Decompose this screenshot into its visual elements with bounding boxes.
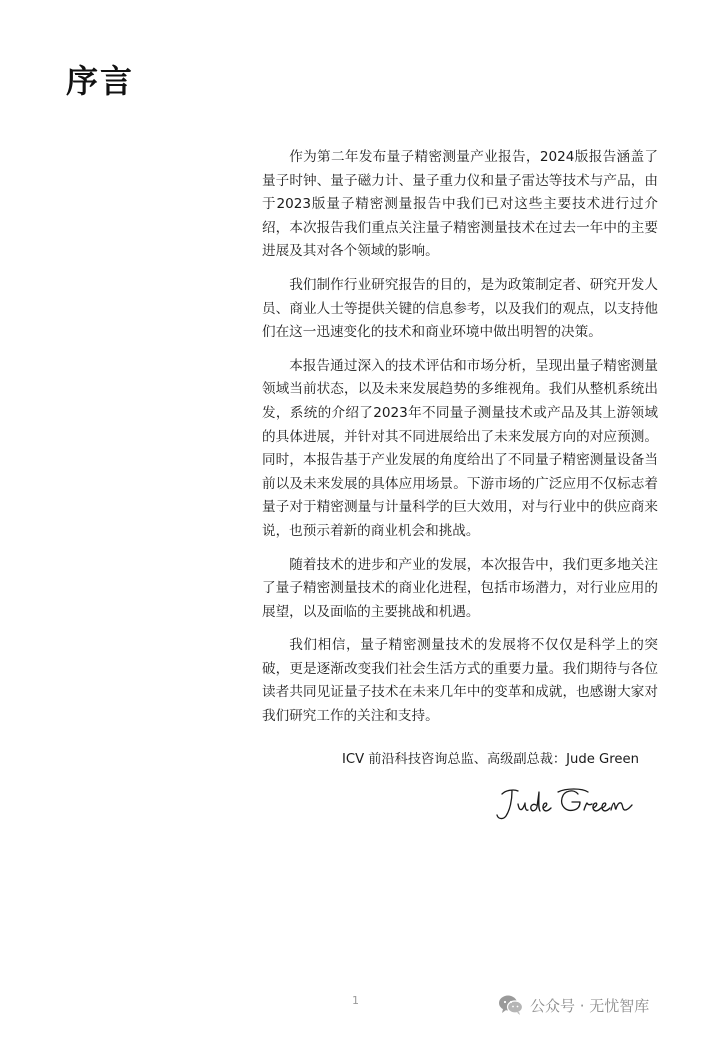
paragraph: 本报告通过深入的技术评估和市场分析，呈现出量子精密测量领域当前状态，以及未来发展趋势的多维视角。我们从整机系统出发，系统的介绍了2023年不同量子测量技术或产品及其上游领域的具体进展，并针对其不同进展给出了未来发展方向的对应预测。同时，本报告基于产业发展的角度给出了不同量子精密测量设备当前以及未来发展的具体应用场景。下游市场的广泛应用不仅标志着量子对于精密测量与计量科学的巨大效用，对与行业中的供应商来说，也预示着新的商业机会和挑战。	[262, 357, 658, 539]
author-signoff: ICV 前沿科技咨询总监、高级副总裁：Jude Green	[342, 752, 639, 767]
paragraph: 作为第二年发布量子精密测量产业报告，2024版报告涵盖了量子时钟、量子磁力计、量子重力仪和量子雷达等技术与产品，由于2023版量子精密测量报告中我们已对这些主要技术进行过介绍，本次报告我们重点关注量子精密测量技术在过去一年中的主要进展及其对各个领域的影响。	[262, 149, 658, 260]
page-title: 序言	[66, 62, 135, 100]
watermark	[498, 994, 649, 1016]
wechat-icon	[498, 994, 524, 1016]
preface-body	[262, 146, 658, 739]
paragraph: 我们制作行业研究报告的目的，是为政策制定者、研究开发人员、商业人士等提供关键的信息参考，以及我们的观点，以支持他们在这一迅速变化的技术和商业环境中做出明智的决策。	[262, 276, 658, 341]
handwritten-signature	[492, 780, 640, 824]
paragraph: 随着技术的进步和产业的发展，本次报告中，我们更多地关注了量子精密测量技术的商业化进程，包括市场潜力，对行业应用的展望，以及面临的主要挑战和机遇。	[262, 556, 658, 620]
watermark-text: 公众号 · 无忧智库	[530, 996, 650, 1015]
paragraph: 我们相信，量子精密测量技术的发展将不仅仅是科学上的突破，更是逐渐改变我们社会生活方式的重要力量。我们期待与各位读者共同见证量子技术在未来几年中的变革和成就，也感谢大家对我们研究工作的关注和支持。	[262, 637, 658, 725]
page-number: 1	[352, 994, 359, 1007]
